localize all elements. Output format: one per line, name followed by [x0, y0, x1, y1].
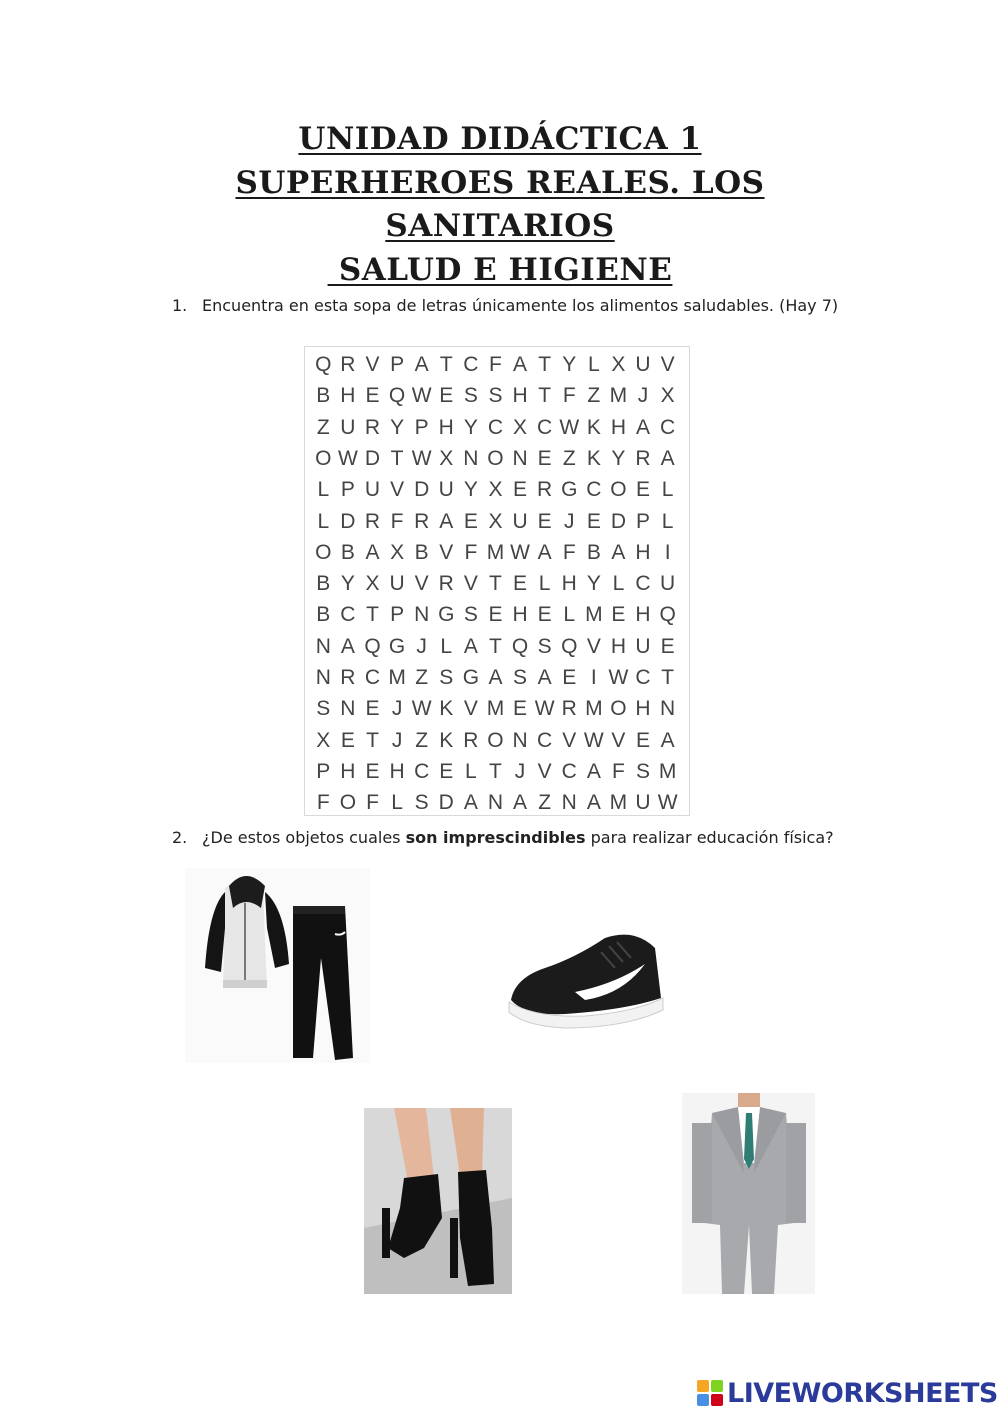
word-search-letter[interactable]: B [414, 540, 429, 564]
word-search-letter[interactable]: E [365, 384, 380, 408]
question-2-text-after: para realizar educación física? [585, 828, 834, 847]
word-search-letter[interactable]: U [340, 415, 356, 439]
word-search-letter[interactable]: S [513, 666, 528, 689]
word-search-letter[interactable]: J [391, 728, 403, 752]
word-search-letter[interactable]: Z [415, 728, 429, 752]
word-search-letter[interactable]: J [637, 384, 649, 408]
word-search-grid[interactable] [304, 346, 690, 816]
word-search-letter[interactable]: H [389, 759, 405, 783]
word-search-letter[interactable]: H [512, 603, 528, 627]
title-line-4: SALUD E HIGIENE [327, 251, 673, 288]
word-search-letter[interactable]: N [463, 446, 479, 470]
word-search-letter[interactable]: X [439, 446, 454, 470]
word-search-letter[interactable]: C [635, 666, 651, 689]
word-search-letter[interactable]: W [411, 697, 432, 721]
word-search-letter[interactable]: T [489, 759, 502, 783]
word-search-letter[interactable]: Q [364, 634, 381, 658]
word-search-letter[interactable]: E [513, 697, 528, 721]
word-search-letter[interactable]: N [561, 791, 577, 815]
word-search-letter[interactable]: L [317, 509, 330, 533]
word-search-letter[interactable]: T [538, 384, 552, 408]
word-search-letter[interactable]: U [512, 509, 528, 533]
word-search-letter[interactable]: E [586, 509, 601, 533]
word-search-letter[interactable]: G [388, 634, 406, 658]
word-search-letter[interactable]: V [414, 572, 429, 596]
word-search-letter[interactable]: A [660, 728, 675, 752]
word-search-letter[interactable]: W [559, 415, 580, 439]
word-search-letter[interactable]: C [364, 666, 381, 689]
word-search-letter[interactable]: A [463, 791, 478, 815]
word-search-letter[interactable]: Y [390, 415, 405, 439]
word-search-letter[interactable]: R [463, 728, 479, 752]
word-search-letter[interactable]: T [489, 634, 502, 658]
word-search-letter[interactable]: C [635, 572, 651, 596]
word-search-letter[interactable]: X [365, 572, 380, 596]
question-1-number: 1. [172, 296, 188, 315]
word-search-letter[interactable]: H [512, 384, 528, 408]
word-search-letter[interactable]: R [364, 509, 381, 533]
word-search-letter[interactable]: E [463, 509, 478, 533]
word-search-letter[interactable]: V [586, 634, 601, 658]
word-search-row [311, 568, 680, 599]
word-search-letter[interactable]: Q [659, 603, 676, 627]
question-1-text: Encuentra en esta sopa de letras únicamente los alimentos saludables. (Hay 7) [202, 296, 839, 315]
word-search-letter[interactable]: A [513, 791, 528, 815]
word-search-letter[interactable]: D [340, 509, 356, 533]
word-search-letter[interactable]: N [512, 728, 528, 752]
word-search-letter[interactable]: S [316, 697, 331, 721]
word-search-letter[interactable]: W [411, 384, 432, 408]
word-search-letter[interactable]: R [340, 666, 356, 689]
word-search-row [311, 631, 680, 662]
word-search-letter[interactable]: X [316, 728, 331, 752]
word-search-letter[interactable]: Y [463, 478, 478, 502]
word-search-letter[interactable]: V [439, 540, 454, 564]
word-search-letter[interactable]: L [563, 603, 576, 627]
word-search-row [311, 725, 680, 756]
word-search-letter[interactable]: B [586, 540, 601, 564]
word-search-letter[interactable]: B [316, 603, 331, 627]
word-search-letter[interactable]: V [537, 759, 552, 783]
word-search-letter[interactable]: W [510, 540, 530, 564]
word-search-letter[interactable]: L [612, 572, 625, 596]
word-search-letter[interactable]: J [416, 634, 427, 658]
word-search-letter[interactable]: L [538, 572, 551, 596]
title-line-3: SANITARIOS [385, 208, 615, 244]
word-search-letter[interactable]: N [340, 697, 356, 721]
word-search-letter[interactable]: S [488, 384, 503, 408]
word-search-letter[interactable]: A [414, 353, 429, 376]
word-search-letter[interactable]: X [513, 415, 528, 439]
word-search-letter[interactable]: A [586, 759, 601, 783]
word-search-letter[interactable]: I [590, 666, 597, 689]
word-search-letter[interactable]: Y [611, 446, 626, 470]
word-search-letter[interactable]: X [390, 540, 405, 564]
word-search-letter[interactable]: R [635, 446, 651, 470]
word-search-letter[interactable]: H [635, 603, 651, 627]
word-search-letter[interactable]: H [635, 540, 651, 564]
word-search-letter[interactable]: E [611, 603, 626, 627]
word-search-letter[interactable]: Z [316, 415, 330, 439]
word-search-letter[interactable]: W [583, 728, 604, 752]
word-search-letter[interactable]: Z [415, 666, 429, 689]
word-search-letter[interactable]: R [561, 697, 577, 721]
word-search-letter[interactable]: E [537, 446, 552, 470]
word-search-letter[interactable]: E [439, 759, 454, 783]
word-search-letter[interactable]: C [537, 728, 553, 752]
word-search-letter[interactable]: B [316, 384, 331, 408]
word-search-letter[interactable]: P [316, 759, 331, 783]
word-search-letter[interactable]: T [661, 666, 675, 689]
word-search-row [311, 349, 680, 380]
question-2-number: 2. [172, 828, 188, 847]
word-search-letter[interactable]: G [438, 603, 455, 627]
word-search-letter[interactable]: E [537, 509, 552, 533]
word-search-letter[interactable]: O [610, 478, 627, 502]
word-search-letter[interactable]: E [365, 759, 380, 783]
word-search-row [311, 599, 680, 630]
word-search-letter[interactable]: M [585, 603, 603, 627]
word-search-letter[interactable]: R [414, 509, 430, 533]
word-search-letter[interactable]: T [439, 353, 453, 376]
word-search-row [311, 506, 680, 537]
sneaker-image[interactable] [505, 928, 667, 1032]
word-search-row [311, 662, 680, 693]
word-search-letter[interactable]: J [514, 759, 526, 783]
word-search-letter[interactable]: N [487, 791, 504, 815]
word-search-letter[interactable]: N [660, 697, 676, 721]
word-search-letter[interactable]: H [561, 572, 577, 596]
word-search-letter[interactable]: H [610, 634, 626, 658]
word-search-letter[interactable]: X [611, 353, 626, 376]
word-search-letter[interactable]: U [635, 353, 651, 376]
liveworksheets-logo [697, 1376, 998, 1410]
word-search-letter[interactable]: C [537, 415, 553, 439]
word-search-letter[interactable]: K [439, 728, 454, 752]
word-search-letter[interactable]: E [340, 728, 355, 752]
word-search-letter[interactable]: A [488, 666, 503, 689]
word-search-letter[interactable]: W [411, 446, 432, 470]
tracksuit-image[interactable] [185, 868, 370, 1063]
word-search-letter[interactable]: I [664, 540, 671, 564]
word-search-letter[interactable]: O [487, 446, 504, 470]
word-search-letter[interactable]: H [635, 697, 651, 721]
word-search-letter[interactable]: M [585, 697, 603, 721]
word-search-letter[interactable]: P [340, 478, 355, 502]
word-search-letter[interactable]: G [462, 666, 480, 689]
title-line-1: UNIDAD DIDÁCTICA 1 [298, 121, 702, 157]
word-search-letter[interactable]: F [489, 353, 502, 376]
word-search-letter[interactable]: M [486, 540, 505, 564]
word-search-letter[interactable]: Q [511, 634, 529, 658]
word-search-letter[interactable]: N [315, 666, 331, 689]
word-search-letter[interactable]: F [390, 509, 404, 533]
word-search-letter[interactable]: A [537, 540, 552, 564]
word-search-letter[interactable]: P [390, 603, 405, 627]
word-search-letter[interactable]: M [609, 384, 628, 408]
word-search-letter[interactable]: L [587, 353, 600, 376]
word-search-letter[interactable]: E [439, 384, 454, 408]
suit-image[interactable] [682, 1093, 815, 1294]
word-search-letter[interactable]: X [488, 509, 503, 533]
word-search-letter[interactable]: L [465, 759, 477, 783]
word-search-letter[interactable]: T [366, 603, 379, 627]
word-search-letter[interactable]: O [610, 697, 627, 721]
word-search-letter[interactable]: U [389, 572, 405, 596]
word-search-letter[interactable]: F [562, 540, 576, 564]
word-search-letter[interactable]: F [562, 384, 576, 408]
word-search-letter[interactable]: Z [538, 791, 552, 815]
word-search-letter[interactable]: F [316, 791, 330, 815]
word-search-letter[interactable]: C [340, 603, 356, 627]
word-search-letter[interactable]: C [660, 415, 676, 439]
word-search-letter[interactable]: P [390, 353, 405, 376]
word-search-letter[interactable]: O [339, 791, 357, 815]
word-search-letter[interactable]: K [439, 697, 454, 721]
word-search-letter[interactable]: S [537, 634, 552, 658]
word-search-letter[interactable]: Q [561, 634, 578, 658]
word-search-letter[interactable]: A [636, 415, 651, 439]
word-search-letter[interactable]: W [534, 697, 555, 721]
word-search-letter[interactable]: R [340, 353, 356, 376]
word-search-letter[interactable]: O [487, 728, 504, 752]
word-search-letter[interactable]: S [439, 666, 454, 689]
word-search-letter[interactable]: M [486, 697, 505, 721]
word-search-letter[interactable]: Z [562, 446, 576, 470]
word-search-letter[interactable]: Y [463, 415, 478, 439]
word-search-letter[interactable]: U [364, 478, 381, 502]
word-search-letter[interactable]: Y [562, 353, 577, 376]
word-search-letter[interactable]: R [537, 478, 553, 502]
word-search-letter[interactable]: Q [315, 353, 332, 376]
word-search-letter[interactable]: V [463, 697, 478, 721]
word-search-row [311, 756, 680, 787]
word-search-letter[interactable]: L [661, 509, 674, 533]
word-search-letter[interactable]: O [315, 446, 332, 470]
word-search-letter[interactable]: C [561, 759, 577, 783]
word-search-row [311, 537, 680, 568]
word-search-row [311, 787, 680, 818]
word-search-row [311, 443, 680, 474]
word-search-row [311, 412, 680, 443]
word-search-letter[interactable]: A [463, 634, 478, 658]
word-search-letter[interactable]: C [586, 478, 602, 502]
word-search-letter[interactable]: E [365, 697, 380, 721]
word-search-letter[interactable]: C [463, 353, 479, 376]
word-search-letter[interactable]: T [390, 446, 404, 470]
word-search-letter[interactable]: J [563, 509, 575, 533]
question-2 [172, 828, 834, 847]
word-search-letter[interactable]: X [660, 384, 675, 408]
word-search-letter[interactable]: P [636, 509, 651, 533]
word-search-letter[interactable]: V [365, 353, 380, 376]
word-search-letter[interactable]: G [561, 478, 578, 502]
word-search-letter[interactable]: Y [340, 572, 355, 596]
word-search-letter[interactable]: H [340, 384, 356, 408]
title-line-2: SUPERHEROES REALES. LOS [235, 164, 765, 201]
word-search-letter[interactable]: O [315, 540, 332, 564]
question-2-text-before: ¿De estos objetos cuales [202, 828, 406, 847]
liveworksheets-logo-icon [697, 1380, 723, 1406]
word-search-letter[interactable]: S [463, 384, 478, 408]
liveworksheets-logo-text: LIVEWORKSHEETS [727, 1377, 998, 1409]
question-1 [172, 296, 838, 315]
word-search-letter[interactable]: F [366, 791, 379, 815]
word-search-letter[interactable]: A [611, 540, 626, 564]
word-search-row [311, 474, 680, 505]
word-search-letter[interactable]: S [463, 603, 478, 627]
word-search-letter[interactable]: D [610, 509, 626, 533]
word-search-letter[interactable]: D [364, 446, 381, 470]
word-search-letter[interactable]: A [660, 446, 675, 470]
word-search-letter[interactable]: E [660, 634, 675, 658]
word-search-letter[interactable]: V [611, 728, 626, 752]
word-search-letter[interactable]: T [489, 572, 502, 596]
word-search-letter[interactable]: A [340, 634, 355, 658]
word-search-letter[interactable]: K [586, 415, 601, 439]
word-search-letter[interactable]: E [562, 666, 577, 689]
word-search-letter[interactable]: M [658, 759, 677, 783]
word-search-letter[interactable]: P [414, 415, 429, 439]
word-search-letter[interactable]: N [414, 603, 430, 627]
word-search-letter[interactable]: U [635, 634, 651, 658]
word-search-letter[interactable]: X [488, 478, 503, 502]
word-search-letter[interactable]: R [438, 572, 454, 596]
word-search-letter[interactable]: V [660, 353, 675, 376]
word-search-letter[interactable]: E [513, 478, 528, 502]
word-search-letter[interactable]: T [538, 353, 552, 376]
word-search-letter[interactable]: W [657, 791, 678, 815]
word-search-letter[interactable]: N [315, 634, 331, 658]
word-search-letter[interactable]: L [317, 478, 330, 502]
word-search-letter[interactable]: V [390, 478, 405, 502]
high-heels-image[interactable] [364, 1108, 512, 1294]
word-search-letter[interactable]: F [612, 759, 625, 783]
word-search-letter[interactable]: H [340, 759, 356, 783]
word-search-letter[interactable]: W [337, 446, 358, 470]
word-search-letter[interactable]: A [513, 353, 528, 376]
word-search-letter[interactable]: B [316, 572, 331, 596]
word-search-letter[interactable]: E [537, 603, 552, 627]
word-search-letter[interactable]: U [660, 572, 676, 596]
word-search-letter[interactable]: Z [587, 384, 601, 408]
word-search-row [311, 380, 680, 411]
word-search-letter[interactable]: Q [388, 384, 406, 408]
word-search-letter[interactable]: B [340, 540, 355, 564]
word-search-letter[interactable]: T [366, 728, 379, 752]
word-search-letter[interactable]: D [438, 791, 454, 815]
word-search-letter[interactable]: M [388, 666, 406, 689]
word-search-letter[interactable]: E [636, 728, 651, 752]
word-search-letter[interactable]: U [438, 478, 454, 502]
word-search-letter[interactable]: D [414, 478, 430, 502]
word-search-letter[interactable]: J [391, 697, 403, 721]
word-search-letter[interactable]: F [464, 540, 478, 564]
word-search-letter[interactable]: E [636, 478, 651, 502]
word-search-letter[interactable]: A [586, 791, 601, 815]
word-search-letter[interactable]: S [414, 791, 429, 815]
word-search-letter[interactable]: A [537, 666, 552, 689]
word-search-letter[interactable]: M [609, 791, 628, 815]
word-search-letter[interactable]: A [365, 540, 380, 564]
word-search-letter[interactable]: H [438, 415, 454, 439]
word-search-letter[interactable]: V [463, 572, 478, 596]
word-search-letter[interactable]: L [391, 791, 403, 815]
word-search-letter[interactable]: Y [586, 572, 601, 596]
word-search-letter[interactable]: N [512, 446, 528, 470]
word-search-letter[interactable]: C [414, 759, 430, 783]
word-search-row [311, 693, 680, 724]
worksheet-title [0, 118, 1000, 292]
word-search-letter[interactable]: L [440, 634, 453, 658]
word-search-letter[interactable]: K [586, 446, 601, 470]
question-2-text-bold: son imprescindibles [405, 828, 586, 847]
word-search-letter[interactable]: E [488, 603, 503, 627]
word-search-letter[interactable]: W [608, 666, 629, 689]
word-search-letter[interactable]: C [487, 415, 504, 439]
word-search-letter[interactable]: L [661, 478, 674, 502]
word-search-letter[interactable]: H [610, 415, 626, 439]
word-search-letter[interactable]: A [439, 509, 454, 533]
word-search-letter[interactable]: S [636, 759, 651, 783]
word-search-letter[interactable]: V [562, 728, 577, 752]
word-search-letter[interactable]: E [513, 572, 528, 596]
word-search-letter[interactable]: R [364, 415, 381, 439]
word-search-letter[interactable]: U [635, 791, 651, 815]
